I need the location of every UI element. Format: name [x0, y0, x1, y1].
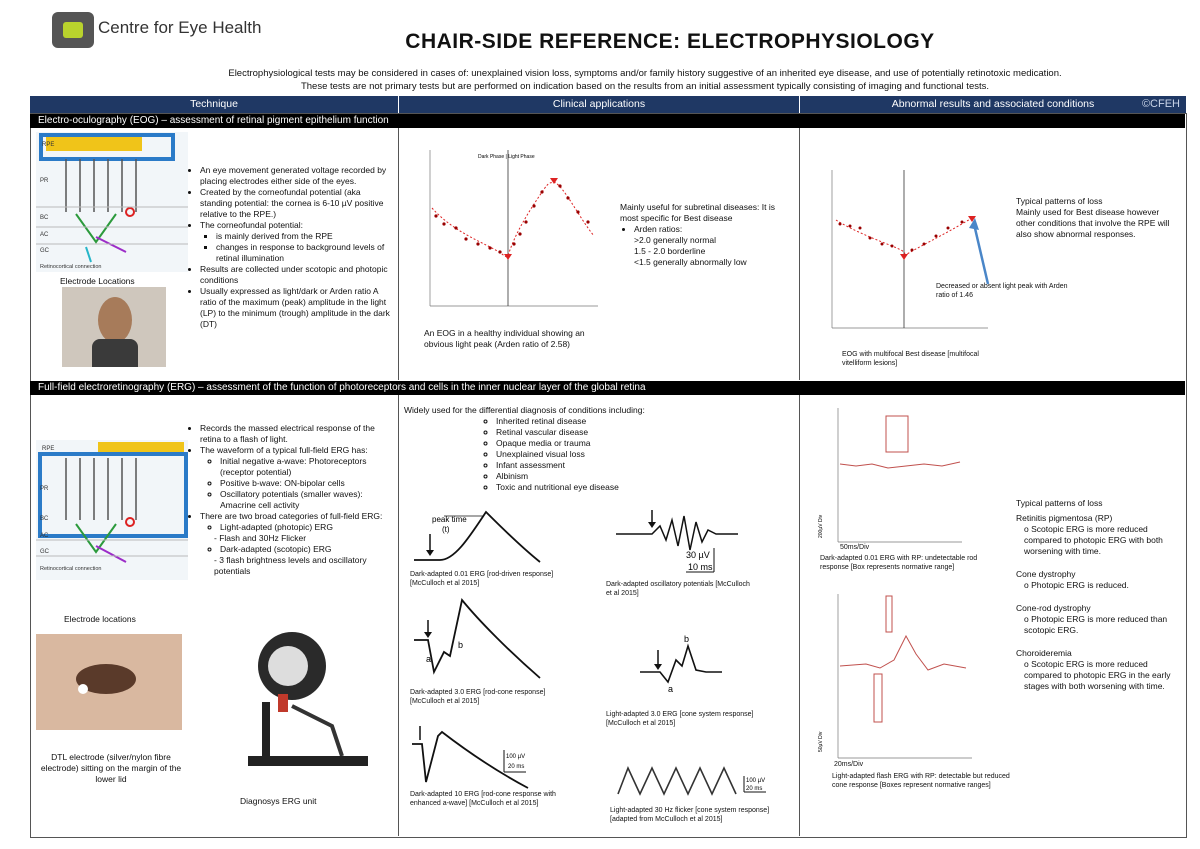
layer-label: GC — [40, 549, 49, 555]
rp-cone-caption: Light-adapted flash ERG with RP: detectable but reduced cone response [Boxes represent normative ranges] — [832, 773, 1010, 789]
dtl-electrode-photo — [36, 634, 182, 730]
layer-label: BC — [40, 516, 49, 522]
arden-value: 1.5 - 2.0 borderline — [634, 246, 706, 256]
retina-diagram-eog — [36, 132, 188, 272]
waveform-la3 — [636, 630, 726, 696]
eog-bullet: • Usually expressed as light/dark or Arden ratio A ratio of the maximum (peak) amplitude in the light (LP) to the minimum (trough) amplitude in the dark (DT) — [200, 286, 392, 330]
erg-condition: ◦ Unexplained visual loss — [496, 449, 784, 460]
eog-abnormal-chart — [812, 166, 992, 338]
scale-label: 200µV Div — [818, 514, 824, 538]
condition-desc-text: Scotopic ERG is more reduced compared to photopic ERG with both worsening with time. — [1024, 524, 1163, 556]
waveform-caption: Dark-adapted 3.0 ERG [rod-cone response] [McCulloch et al 2015] — [410, 689, 546, 705]
scale-label: 10 ms — [688, 562, 713, 572]
divider — [398, 128, 399, 380]
erg-bullet: • There are two broad categories of full-field ERG: — [200, 511, 392, 522]
erg-unit-caption: Diagnosys ERG unit — [240, 796, 317, 806]
scale-label: 30 µV — [686, 550, 710, 560]
condition-desc: o Scotopic ERG is more reduced compared to photopic ERG in the early stages with both worsening with time. — [1024, 659, 1171, 691]
page-title: CHAIR-SIDE REFERENCE: ELECTROPHYSIOLOGY — [405, 30, 935, 53]
layer-label: AC — [40, 533, 49, 539]
eog-bullet: • Created by the corneofundal potential (aka standing potential: the cornea is 6-10 µV positive relative to the RPE.) — [200, 187, 392, 220]
layer-label: RPE — [42, 446, 55, 452]
wave-label-a: a — [668, 684, 674, 694]
erg-condition: ◦ Infant assessment — [496, 460, 784, 471]
scale-label: 50µV Div — [818, 731, 824, 752]
erg-technique-text — [186, 423, 392, 577]
erg-patterns-title: Typical patterns of loss — [1016, 498, 1103, 508]
eog-bullet: • The corneofundal potential: — [200, 220, 392, 231]
layer-label: PR — [40, 178, 49, 184]
waveform-da10 — [408, 722, 558, 790]
eog-clinical-desc: Mainly useful for subretinal diseases: It is most specific for Best disease — [620, 202, 775, 223]
erg-condition: ◦ Toxic and nutritional eye disease — [496, 482, 784, 493]
waveform-da3 — [410, 592, 560, 684]
condition-desc: o Photopic ERG is reduced. — [1024, 580, 1129, 590]
eog-patterns — [1016, 196, 1176, 240]
waveform-caption: Dark-adapted 10 ERG [rod-cone response with enhanced a-wave] [McCulloch et al 2015] — [410, 791, 556, 807]
peak-time-label: peak time — [432, 515, 467, 524]
erg-condition: ◦ Inherited retinal disease — [496, 416, 784, 427]
copyright-mark: ©CFEH — [1141, 98, 1180, 110]
erg-clinical-intro: Widely used for the differential diagnosis of conditions including: — [404, 405, 645, 415]
retina-diagram-erg — [36, 440, 188, 580]
erg-condition: ◦ Retinal vascular disease — [496, 427, 784, 438]
eog-sub-bullet: ▪ is mainly derived from the RPE — [216, 231, 392, 242]
layer-label: RPE — [42, 142, 55, 148]
column-header-clinical: Clinical applications — [399, 96, 799, 113]
layer-label: AC — [40, 232, 49, 238]
erg-bullet: • Records the massed electrical response of the retina to a flash of light. — [200, 423, 392, 445]
condition-desc: o Photopic ERG is more reduced than scotopic ERG. — [1024, 614, 1168, 635]
erg-electrode-caption: Electrode locations — [64, 614, 136, 624]
rp-rod-caption: Dark-adapted 0.01 ERG with RP: undetectable rod response [Box represents normative range] — [820, 555, 978, 571]
condition-name: Choroideremia — [1016, 648, 1072, 658]
layer-label: GC — [40, 248, 49, 254]
erg-bullet: • The waveform of a typical full-field ERG has: — [200, 445, 392, 456]
erg-wave-item: ◦ Initial negative a-wave: Photoreceptors (receptor potential) — [220, 456, 392, 478]
peak-time-t: (t) — [442, 525, 450, 534]
eog-abnormal-caption: EOG with multifocal Best disease [multifocal vitelliform lesions] — [842, 351, 979, 367]
condition-name: Retinitis pigmentosa (RP) — [1016, 513, 1113, 523]
eog-phase-label: Dark Phase | Light Phase — [478, 154, 535, 160]
eog-technique-text — [186, 165, 392, 330]
arden-value: <1.5 generally abnormally low — [634, 257, 747, 267]
divider — [799, 128, 800, 380]
condition-desc-text: Photopic ERG is more reduced than scotopic ERG. — [1024, 614, 1168, 635]
column-header-abnormal-label: Abnormal results and associated conditions — [891, 98, 1095, 110]
erg-section-title: Full-field electroretinography (ERG) – assessment of the function of photoreceptors and cells in the inner nuclear layer of the global retina — [30, 381, 1185, 395]
condition-desc-text: Photopic ERG is reduced. — [1031, 580, 1129, 590]
waveform-caption: Light-adapted 30 Hz flicker [cone system response] [adapted from McCulloch et al 2015] — [610, 807, 770, 823]
waveform-flicker — [614, 758, 774, 800]
eog-patterns-text: Mainly used for Best disease however other conditions that involve the RPE will also show abnormal responses. — [1016, 207, 1170, 239]
wave-label-a: a — [426, 654, 432, 664]
layer-label: Retinocortical connection — [40, 264, 102, 270]
waveform-oscillatory — [612, 506, 742, 576]
wave-label-b: b — [684, 634, 690, 644]
waveform-caption: Dark-adapted 0.01 ERG [rod-driven response] [McCulloch et al 2015] — [410, 571, 554, 587]
divider — [398, 395, 399, 836]
scale-label: 50ms/Div — [840, 544, 870, 551]
rp-rod-chart — [816, 404, 966, 550]
column-header-technique: Technique — [30, 96, 398, 113]
eog-normal-chart — [408, 146, 604, 320]
dtl-caption: DTL electrode (silver/nylon fibre electrode) sitting on the margin of the lower lid — [40, 752, 182, 784]
erg-condition: ◦ Albinism — [496, 471, 784, 482]
column-header-abnormal — [800, 96, 1186, 113]
rp-cone-chart — [816, 590, 976, 766]
logo-text: Centre for Eye Health — [98, 18, 262, 37]
scale-label: 20 ms — [746, 786, 763, 792]
erg-wave-item: ◦ Oscillatory potentials (smaller waves): Amacrine cell activity — [220, 489, 392, 511]
condition-desc-text: Scotopic ERG is more reduced compared to photopic ERG in the early stages with both worsening with time. — [1024, 659, 1171, 691]
eog-clinical-text — [620, 202, 792, 268]
scale-label: 100 µV — [506, 754, 526, 760]
eog-electrode-caption: Electrode Locations — [60, 276, 135, 286]
eog-bullet: • An eye movement generated voltage recorded by placing electrodes either side of the eyes. — [200, 165, 392, 187]
eog-section-title: Electro-oculography (EOG) – assessment of retinal pigment epithelium function — [30, 114, 1185, 128]
eog-abnormal-annotation: Decreased or absent light peak with Arden ratio of 1.46 — [936, 283, 1068, 299]
waveform-caption: Dark-adapted oscillatory potentials [McCulloch et al 2015] — [606, 581, 750, 597]
scale-label: 100 µV — [746, 778, 766, 784]
layer-label: PR — [40, 486, 49, 492]
erg-wave-item: ◦ Positive b-wave: ON-bipolar cells — [220, 478, 392, 489]
condition-desc: o Scotopic ERG is more reduced compared to photopic ERG with both worsening with time. — [1024, 524, 1163, 556]
condition-name: Cone-rod dystrophy — [1016, 603, 1091, 613]
waveform-caption: Light-adapted 3.0 ERG [cone system response] [McCulloch et al 2015] — [606, 711, 754, 727]
erg-patterns — [1016, 498, 1182, 692]
eog-patterns-title: Typical patterns of loss — [1016, 196, 1103, 206]
layer-label: Retinocortical connection — [40, 566, 102, 572]
scale-label: 20ms/Div — [834, 761, 864, 768]
electrode-photo — [62, 287, 166, 367]
eog-bullet: • Results are collected under scotopic and photopic conditions — [200, 264, 392, 286]
arden-title: • Arden ratios: — [634, 224, 792, 235]
eog-sub-bullet: ▪ changes in response to background levels of retinal illumination — [216, 242, 392, 264]
intro-line-1: Electrophysiological tests may be considered in cases of: unexplained vision loss, symptoms and/or family history suggestive of an inherited eye disease, and use of potentially retinotoxic medication. — [228, 68, 1062, 79]
layer-label: BC — [40, 215, 49, 221]
wave-label-b: b — [458, 640, 464, 650]
scale-label: 20 ms — [508, 764, 525, 770]
erg-unit-image — [232, 626, 382, 786]
arden-value: >2.0 generally normal — [634, 235, 716, 245]
waveform-da001 — [410, 506, 560, 568]
intro-line-2: These tests are not primary tests but are performed on indication based on the results from an initial assessment typically consisting of imaging and functional tests. — [300, 81, 990, 92]
erg-category: ◦ Light-adapted (photopic) ERG — [220, 522, 392, 533]
eog-chart-caption: An EOG in a healthy individual showing an obvious light peak (Arden ratio of 2.58) — [424, 328, 585, 349]
erg-condition: ◦ Opaque media or trauma — [496, 438, 784, 449]
condition-name: Cone dystrophy — [1016, 569, 1076, 579]
erg-category-sub: - Flash and 30Hz Flicker — [214, 533, 307, 543]
erg-category-sub: - 3 flash brightness levels and oscillatory potentials — [214, 555, 367, 576]
divider — [799, 395, 800, 836]
erg-category: ◦ Dark-adapted (scotopic) ERG — [220, 544, 392, 555]
erg-clinical-text — [404, 405, 784, 493]
